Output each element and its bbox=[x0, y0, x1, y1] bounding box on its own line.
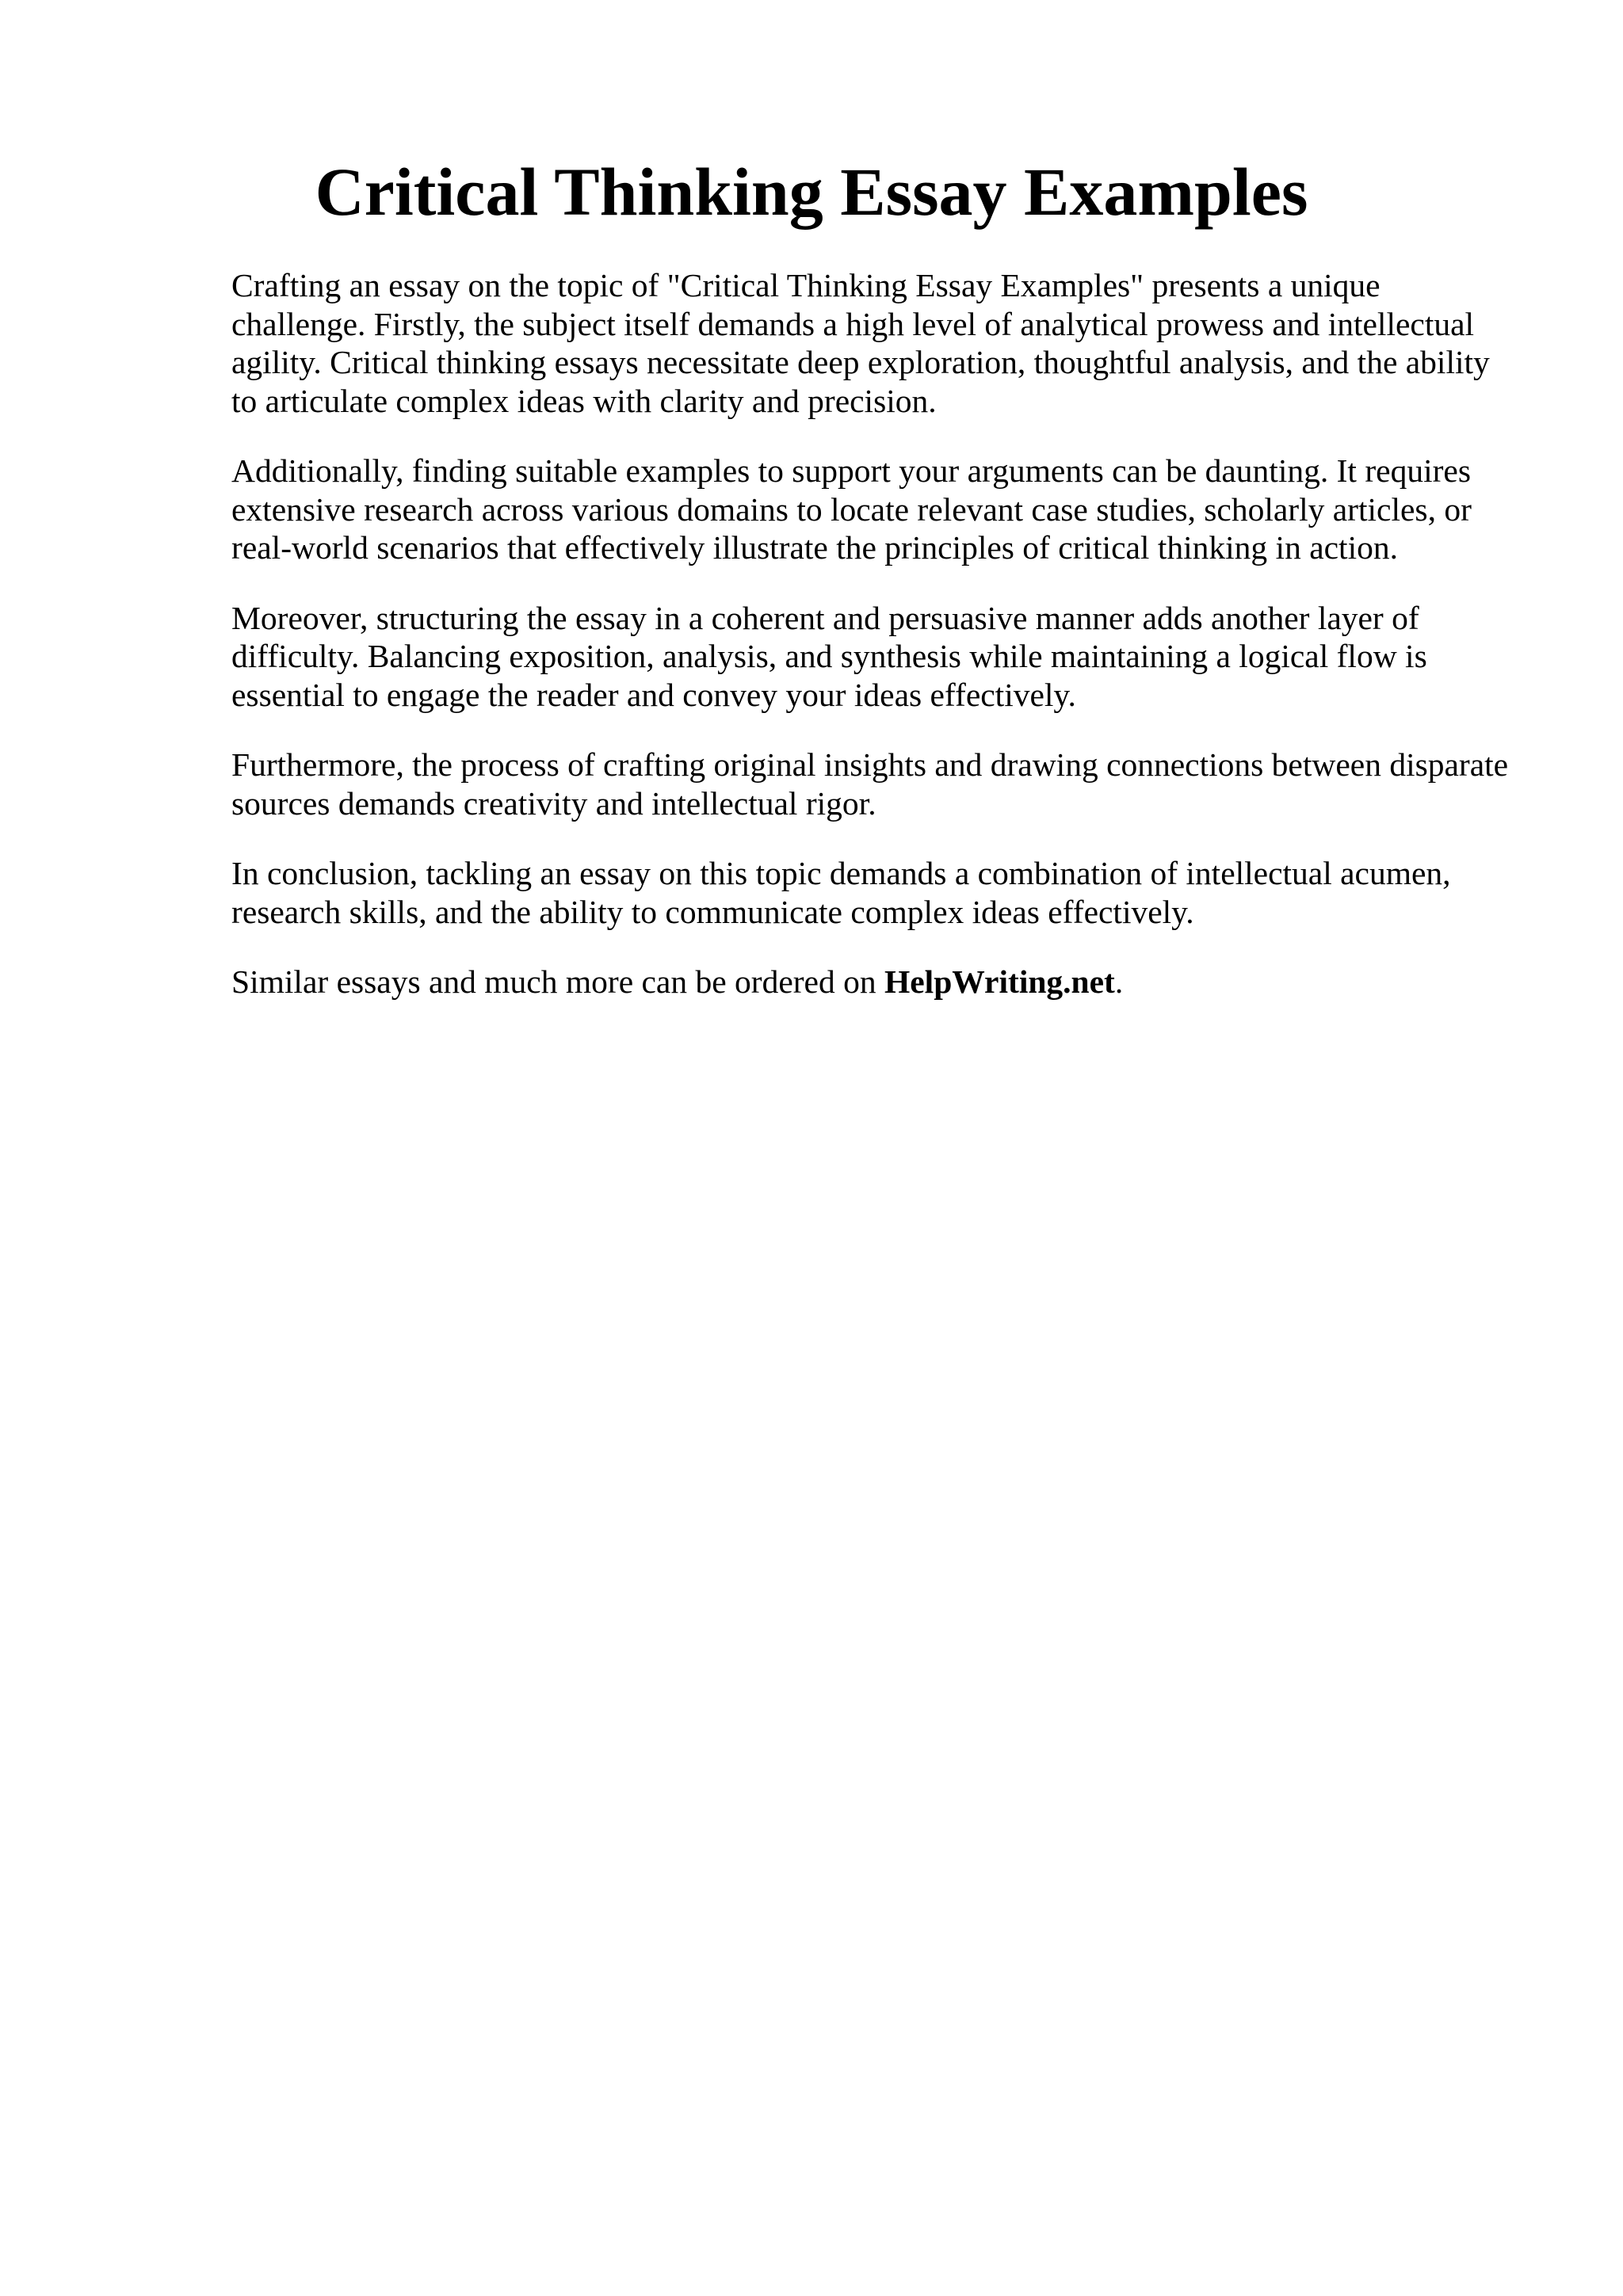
paragraph-line: Crafting an essay on the topic of "Critical Thinking Essay Examples" presents a unique bbox=[231, 267, 1381, 303]
paragraph-line: extensive research across various domains to locate relevant case studies, scholarly articles, or bbox=[231, 490, 1472, 528]
paragraph-3 bbox=[231, 599, 1531, 715]
paragraph-line: real-world scenarios that effectively illustrate the principles of critical thinking in action. bbox=[231, 529, 1398, 566]
paragraph-line: agility. Critical thinking essays necessitate deep exploration, thoughtful analysis, and the ability bbox=[231, 344, 1490, 380]
paragraph-line: challenge. Firstly, the subject itself demands a high level of analytical prowess and intellectual bbox=[231, 305, 1475, 342]
document-title: Critical Thinking Essay Examples bbox=[315, 154, 1308, 230]
paragraph-line: Additionally, finding suitable examples to support your arguments can be daunting. It requires bbox=[231, 452, 1471, 489]
helpwriting-link[interactable]: HelpWriting.net bbox=[884, 963, 1115, 1000]
paragraph-1 bbox=[231, 266, 1531, 420]
paragraph-line: Moreover, structuring the essay in a coherent and persuasive manner adds another layer of bbox=[231, 599, 1419, 636]
paragraph-line: research skills, and the ability to communicate complex ideas effectively. bbox=[231, 893, 1194, 930]
paragraph-line: sources demands creativity and intellectual rigor. bbox=[231, 784, 876, 822]
paragraph-line: difficulty. Balancing exposition, analysis, and synthesis while maintaining a logical flow is bbox=[231, 638, 1427, 674]
paragraph-4 bbox=[231, 746, 1531, 822]
closing-text: Similar essays and much more can be ordered on bbox=[231, 963, 884, 1000]
paragraph-line: Furthermore, the process of crafting original insights and drawing connections between disparate bbox=[231, 746, 1509, 783]
paragraph-line: In conclusion, tackling an essay on this topic demands a combination of intellectual acumen, bbox=[231, 855, 1451, 891]
paragraph-5 bbox=[231, 854, 1531, 931]
closing-period: . bbox=[1114, 963, 1124, 1000]
closing-paragraph bbox=[231, 963, 1531, 1001]
paragraph-2 bbox=[231, 452, 1531, 567]
paragraph-line: to articulate complex ideas with clarity and precision. bbox=[231, 382, 937, 419]
document-body bbox=[231, 266, 1531, 1033]
paragraph-line: essential to engage the reader and convey your ideas effectively. bbox=[231, 676, 1076, 713]
